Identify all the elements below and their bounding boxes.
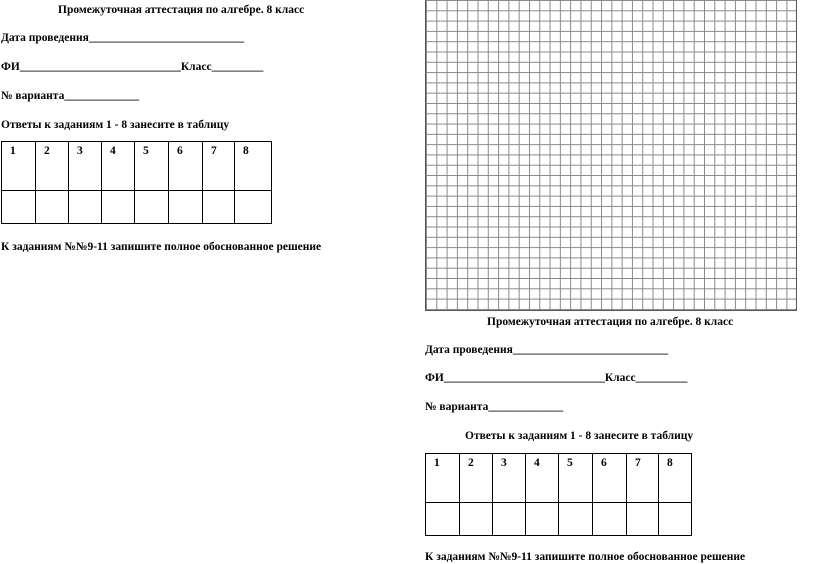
- sheet2-answer-cell[interactable]: [526, 503, 559, 536]
- grid-paper-area[interactable]: [425, 0, 797, 311]
- sheet1-answer-cell[interactable]: [36, 191, 69, 224]
- sheet1-table-header-row: [2, 142, 272, 191]
- sheet1-col-header: 5: [135, 142, 169, 191]
- sheet1-col-header: 2: [36, 142, 69, 191]
- sheet2-col-header: 3: [493, 454, 526, 503]
- sheet2-answer-cell[interactable]: [460, 503, 493, 536]
- sheet1-col-header: 4: [102, 142, 135, 191]
- sheet2-title: Промежуточная аттестация по алгебре. 8 класс: [487, 316, 734, 328]
- sheet1-name-class-field[interactable]: ФИ____________________________Класс_________: [1, 61, 264, 73]
- sheet1-answer-row: [2, 191, 272, 224]
- sheet2-name-class-field[interactable]: ФИ____________________________Класс_________: [425, 372, 688, 384]
- sheet1-col-header: 1: [2, 142, 36, 191]
- sheet1-col-header: 6: [169, 142, 203, 191]
- sheet1-date-field[interactable]: Дата проведения___________________________: [1, 32, 245, 44]
- sheet1-col-header: 3: [69, 142, 102, 191]
- sheet2-answer-cell[interactable]: [659, 503, 692, 536]
- sheet2-solution-note: К заданиям №№9-11 запишите полное обоснованное решение: [425, 551, 746, 563]
- sheet1-answer-cell[interactable]: [203, 191, 235, 224]
- sheet1-title: Промежуточная аттестация по алгебре. 8 класс: [58, 4, 305, 16]
- sheet1-solution-note: К заданиям №№9-11 запишите полное обоснованное решение: [1, 241, 322, 253]
- sheet1-answer-cell[interactable]: [135, 191, 169, 224]
- sheet1-col-header: 7: [203, 142, 235, 191]
- sheet2-col-header: 6: [593, 454, 627, 503]
- sheet2-col-header: 8: [659, 454, 692, 503]
- sheet1-answer-cell[interactable]: [2, 191, 36, 224]
- sheet2-col-header: 4: [526, 454, 559, 503]
- sheet2-col-header: 2: [460, 454, 493, 503]
- sheet1-variant-field[interactable]: № варианта_____________: [1, 90, 140, 102]
- sheet2-col-header: 5: [559, 454, 593, 503]
- sheet1-answer-cell[interactable]: [69, 191, 102, 224]
- sheet1-answer-cell[interactable]: [102, 191, 135, 224]
- sheet2-col-header: 1: [426, 454, 460, 503]
- sheet2-answer-cell[interactable]: [559, 503, 593, 536]
- sheet1-table-caption: Ответы к заданиям 1 - 8 занесите в таблицу: [1, 119, 230, 131]
- sheet2-answer-cell[interactable]: [426, 503, 460, 536]
- sheet1-answer-cell[interactable]: [169, 191, 203, 224]
- sheet2-col-header: 7: [627, 454, 659, 503]
- sheet1-answer-cell[interactable]: [235, 191, 272, 224]
- sheet2-table-header-row: [426, 454, 692, 503]
- sheet2-table-caption: Ответы к заданиям 1 - 8 занесите в таблицу: [465, 430, 694, 442]
- sheet2-answer-row: [426, 503, 692, 536]
- sheet2-variant-field[interactable]: № варианта_____________: [425, 401, 564, 413]
- sheet2-answer-cell[interactable]: [627, 503, 659, 536]
- sheet2-answer-table: [425, 453, 692, 536]
- sheet1-col-header: 8: [235, 142, 272, 191]
- sheet2-date-field[interactable]: Дата проведения___________________________: [425, 344, 669, 356]
- sheet2-answer-cell[interactable]: [593, 503, 627, 536]
- sheet1-answer-table: [1, 141, 272, 224]
- sheet2-answer-cell[interactable]: [493, 503, 526, 536]
